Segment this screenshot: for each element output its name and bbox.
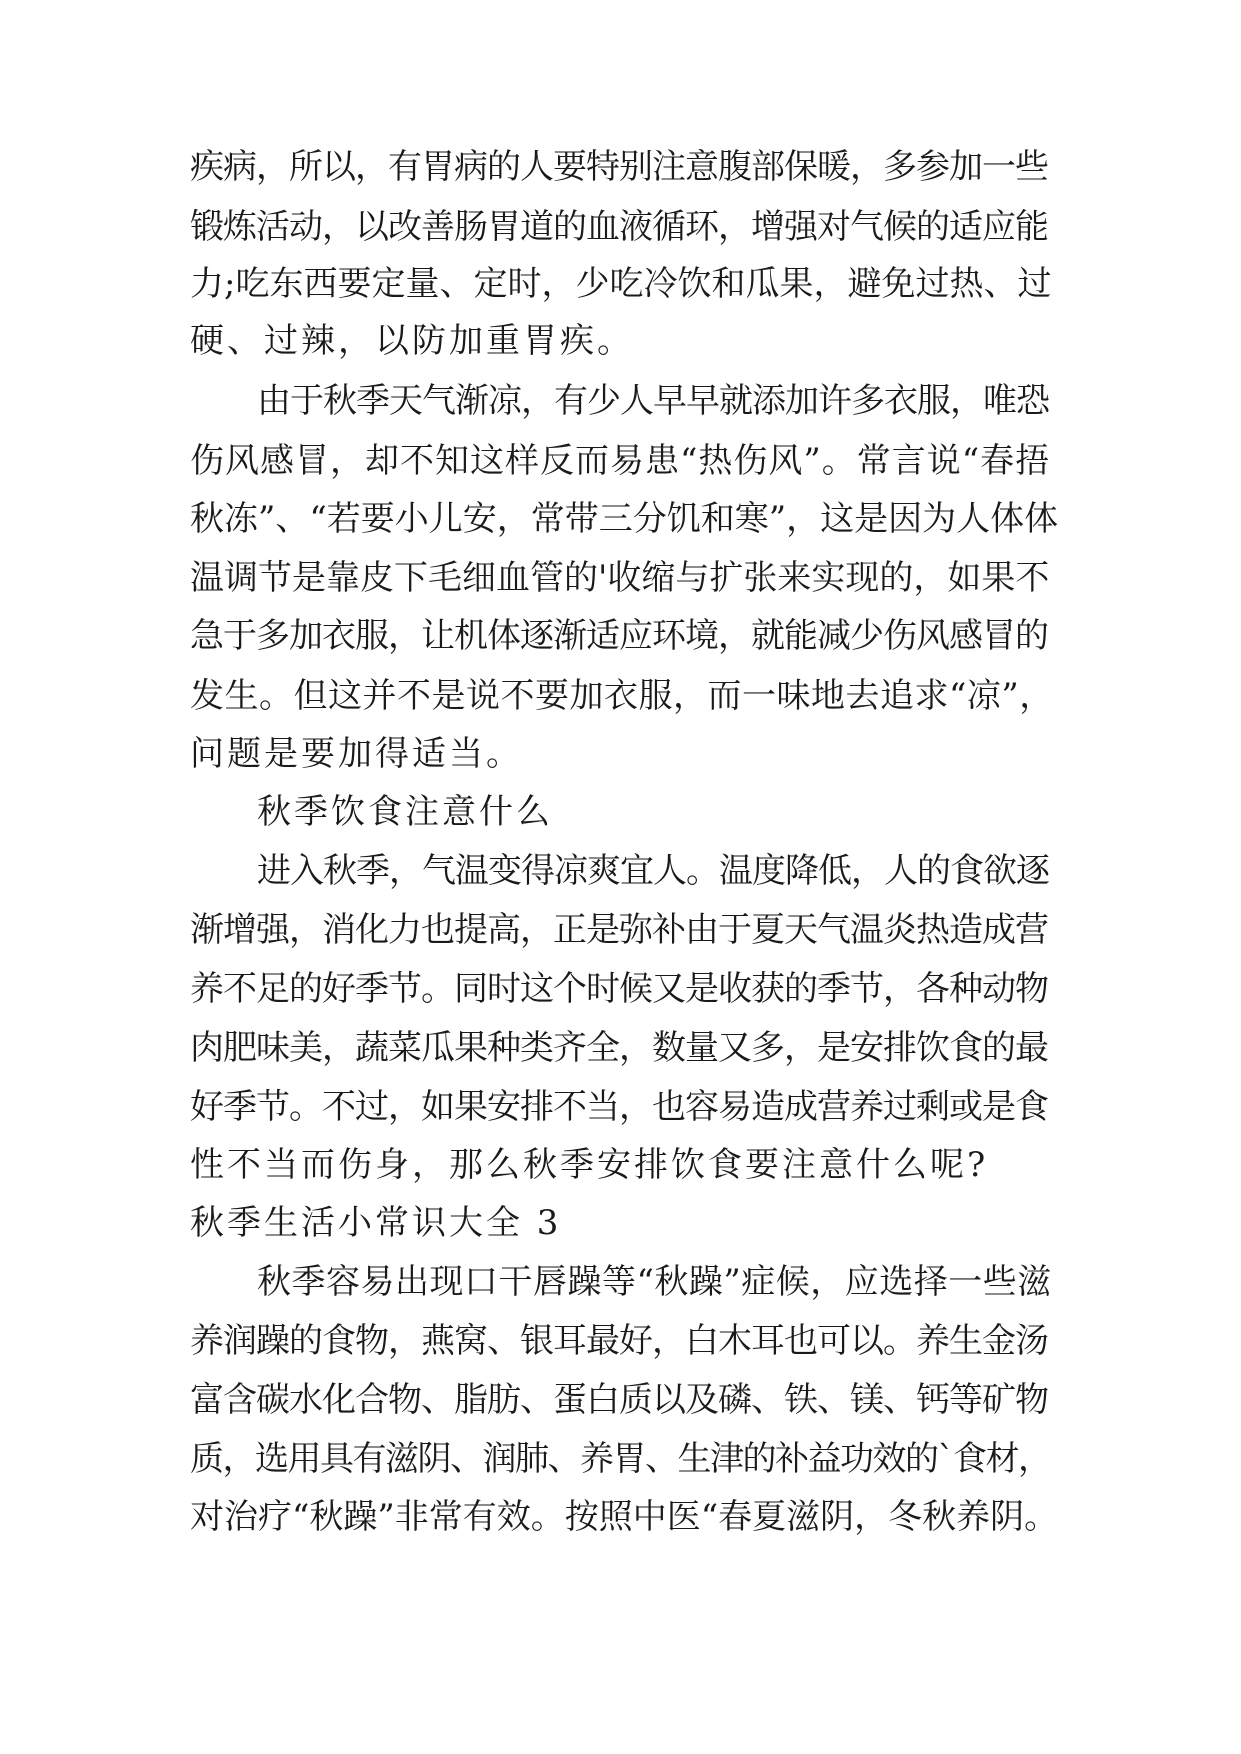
section-subheading: 秋季饮食注意什么 bbox=[257, 792, 553, 832]
text-line: 硬、过辣，以防加重胃疾。 bbox=[190, 321, 634, 361]
text-line: 力;吃东西要定量、定时，少吃冷饮和瓜果，避免过热、过 bbox=[190, 264, 1052, 304]
text-line: 富含碳水化合物、脂肪、蛋白质以及磷、铁、镁、钙等矿物 bbox=[190, 1380, 1048, 1420]
text-line: 疾病，所以，有胃病的人要特别注意腹部保暖，多参加一些 bbox=[190, 147, 1048, 187]
text-line: 温调节是靠皮下毛细血管的'收缩与扩张来实现的，如果不 bbox=[190, 558, 1050, 598]
text-line: 渐增强，消化力也提高，正是弥补由于夏天气温炎热造成营 bbox=[190, 910, 1048, 950]
paragraph-start-line: 由于秋季天气渐凉，有少人早早就添加许多衣服，唯恐 bbox=[257, 381, 1049, 421]
text-line: 发生。但这并不是说不要加衣服，而一味地去追求“凉”， bbox=[190, 676, 1054, 716]
section-heading: 秋季生活小常识大全 3 bbox=[190, 1203, 562, 1243]
text-line: 锻炼活动，以改善肠胃道的血液循环，增强对气候的适应能 bbox=[190, 207, 1048, 247]
text-line: 养润躁的食物，燕窝、银耳最好，白木耳也可以。养生金汤 bbox=[190, 1321, 1048, 1361]
text-line: 急于多加衣服，让机体逐渐适应环境，就能减少伤风感冒的 bbox=[190, 616, 1048, 656]
text-line: 养不足的好季节。同时这个时候又是收获的季节，各种动物 bbox=[190, 969, 1048, 1009]
paragraph-start-line: 进入秋季，气温变得凉爽宜人。温度降低，人的食欲逐 bbox=[257, 851, 1049, 891]
text-line: 问题是要加得适当。 bbox=[190, 734, 523, 774]
paragraph-start-line: 秋季容易出现口干唇躁等“秋躁”症候，应选择一些滋 bbox=[257, 1262, 1052, 1302]
text-line: 秋冻”、“若要小儿安，常带三分饥和寒”，这是因为人体体 bbox=[190, 499, 1059, 539]
text-line: 质，选用具有滋阴、润肺、养胃、生津的补益功效的`食材， bbox=[190, 1439, 1051, 1479]
text-line: 伤风感冒，却不知这样反而易患“热伤风”。常言说“春捂 bbox=[190, 441, 1051, 481]
text-line: 对治疗“秋躁”非常有效。按照中医“春夏滋阴，冬秋养阴。 bbox=[190, 1497, 1059, 1537]
text-line: 好季节。不过，如果安排不当，也容易造成营养过剩或是食 bbox=[190, 1087, 1048, 1127]
text-line: 性不当而伤身，那么秋季安排饮食要注意什么呢? bbox=[190, 1145, 989, 1185]
text-line: 肉肥味美，蔬菜瓜果种类齐全，数量又多，是安排饮食的最 bbox=[190, 1028, 1048, 1068]
